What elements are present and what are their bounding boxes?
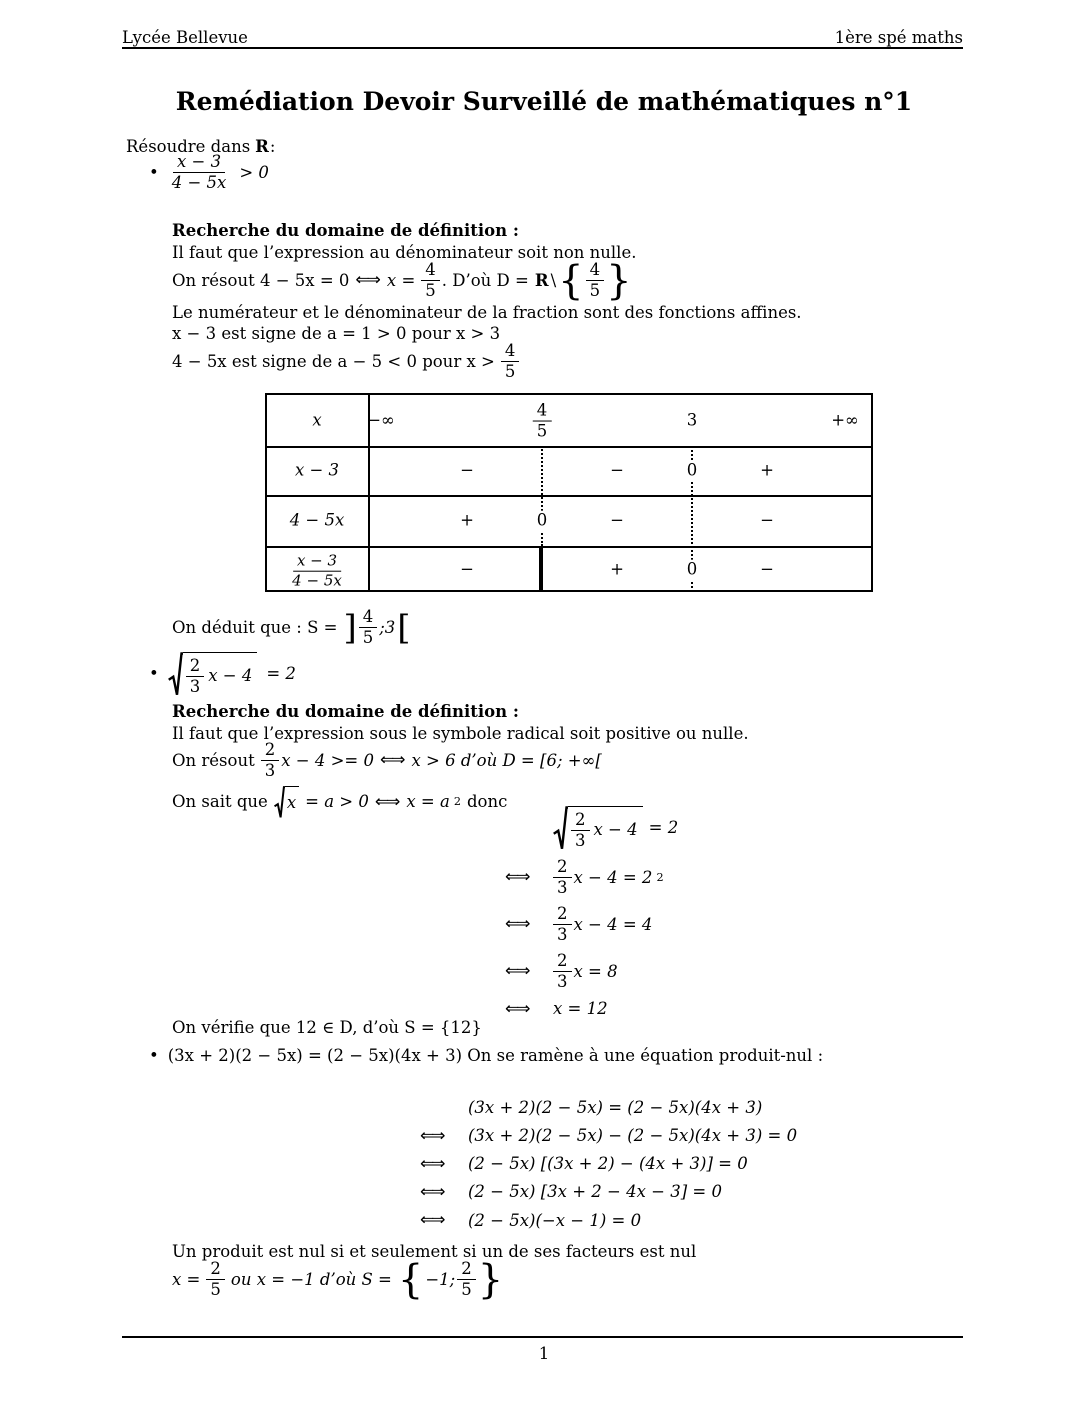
row-label-fraction bbox=[288, 551, 346, 590]
conclusion-1 bbox=[172, 608, 411, 648]
iff-arrow: ⇐⇒ bbox=[505, 961, 528, 982]
sign-line-1: x − 3 est signe de a = 1 > 0 pour x > 3 bbox=[172, 324, 501, 343]
denominator: 4 − 5x bbox=[171, 173, 227, 193]
fraction bbox=[206, 1260, 225, 1300]
exponent: 2 bbox=[453, 795, 461, 809]
numerator: 2 bbox=[261, 741, 280, 761]
domain-condition-2: Il faut que l’expression sous le symbole radical soit positive ou nulle. bbox=[172, 724, 749, 743]
minus-infinity: −∞ bbox=[367, 410, 395, 430]
denominator: 3 bbox=[557, 925, 568, 945]
zero: 0 bbox=[686, 559, 698, 579]
denominator: 5 bbox=[461, 1280, 472, 1300]
numerator: 2 bbox=[553, 905, 572, 925]
know-end: donc bbox=[466, 792, 508, 812]
fraction bbox=[168, 153, 231, 193]
verify-line: On vérifie que 12 ∈ D, d’où S = {12} bbox=[172, 1018, 482, 1037]
numerator: 2 bbox=[457, 1260, 476, 1280]
left-brace: { bbox=[558, 257, 584, 304]
numerator: 4 bbox=[421, 261, 440, 281]
fraction bbox=[533, 402, 552, 442]
solve-line-2 bbox=[172, 741, 602, 781]
sign: − bbox=[760, 559, 774, 579]
sign: − bbox=[760, 510, 774, 530]
radical-icon bbox=[168, 652, 183, 697]
chain-line bbox=[505, 952, 678, 992]
square-root bbox=[274, 786, 299, 819]
right-brace: } bbox=[606, 257, 632, 304]
numerator: 4 bbox=[359, 608, 378, 628]
denominator: 5 bbox=[362, 628, 374, 648]
solve-pre: On résout bbox=[172, 750, 255, 770]
double-bar-undefined bbox=[539, 546, 543, 592]
statement-text: (3x + 2)(2 − 5x) = (2 − 5x)(4x + 3) On se ramène à une équation produit-nul : bbox=[167, 1046, 824, 1065]
interval-end: ;3 bbox=[379, 617, 396, 637]
chain-line bbox=[505, 999, 678, 1020]
right-brace: } bbox=[477, 1256, 504, 1303]
exercise-1-statement bbox=[149, 153, 269, 193]
iff-arrow: ⇐⇒ bbox=[355, 270, 378, 291]
equation-text: x = 8 bbox=[573, 961, 618, 981]
reals-symbol: R bbox=[255, 137, 269, 156]
equation-text: x − 4 = 4 bbox=[573, 914, 653, 934]
equation-text: (2 − 5x) [3x + 2 − 4x − 3] = 0 bbox=[468, 1182, 722, 1202]
know-mid: = a > 0 bbox=[305, 792, 369, 812]
numerator: 2 bbox=[206, 1260, 225, 1280]
final-solution bbox=[172, 1256, 504, 1303]
denominator: 3 bbox=[264, 761, 276, 781]
solve-pre: On résout 4 − 5x = 0 bbox=[172, 270, 350, 290]
fraction bbox=[553, 858, 572, 898]
denominator: 5 bbox=[210, 1280, 221, 1300]
bullet-icon: • bbox=[149, 1046, 159, 1065]
domain-heading-1: Recherche du domaine de définition : bbox=[172, 221, 520, 240]
d-ou-text: . D’où D = bbox=[441, 270, 529, 290]
page-number: 1 bbox=[538, 1344, 550, 1363]
numerator: 4 bbox=[501, 342, 520, 362]
sign: − bbox=[610, 460, 624, 480]
conclusion-text: On déduit que : S = bbox=[172, 617, 338, 637]
equation-text: x = 12 bbox=[553, 999, 608, 1019]
domain-heading-2: Recherche du domaine de définition : bbox=[172, 702, 520, 721]
iff-arrow: ⇐⇒ bbox=[420, 1210, 443, 1231]
header-rule bbox=[122, 47, 963, 49]
plus-infinity: +∞ bbox=[831, 410, 859, 430]
close-bracket: [ bbox=[397, 607, 411, 648]
chain-line bbox=[505, 858, 678, 898]
numerator: 2 bbox=[571, 811, 590, 831]
iff-arrow: ⇐⇒ bbox=[505, 867, 528, 888]
relation: > 0 bbox=[239, 162, 269, 182]
after-sqrt: = 2 bbox=[648, 818, 679, 838]
numerator: x − 3 bbox=[173, 153, 225, 173]
exercise-3-statement bbox=[149, 1046, 823, 1067]
fraction bbox=[553, 952, 572, 992]
product-rule-line: Un produit est nul si et seulement si un de ses facteurs est nul bbox=[172, 1242, 697, 1261]
page-title: Remédiation Devoir Surveillé de mathématiques n°1 bbox=[175, 87, 913, 116]
square-root bbox=[168, 652, 258, 697]
header-right: 1ère spé maths bbox=[834, 28, 963, 47]
footer-rule bbox=[122, 1336, 963, 1338]
equation-chain-1 bbox=[505, 806, 678, 1027]
header-left: Lycée Bellevue bbox=[122, 28, 248, 47]
denominator: 5 bbox=[589, 281, 601, 301]
intro-text: Résoudre dans bbox=[126, 137, 251, 156]
inequality: x − 4 >= 0 bbox=[281, 750, 374, 770]
row-label: 4 − 5x bbox=[289, 510, 345, 530]
chain-line bbox=[505, 806, 678, 851]
denominator: 3 bbox=[557, 878, 568, 898]
equation-text: (2 − 5x) [(3x + 2) − (4x + 3)] = 0 bbox=[468, 1154, 748, 1174]
fraction bbox=[186, 657, 205, 697]
chain-line bbox=[420, 1182, 797, 1203]
chain-line bbox=[420, 1154, 797, 1175]
row-label: x − 3 bbox=[294, 460, 340, 480]
boundary-3: 3 bbox=[686, 410, 698, 430]
radicand-rest: x − 4 bbox=[208, 666, 253, 686]
domain-condition-1: Il faut que l’expression au dénominateur soit non nulle. bbox=[172, 243, 637, 262]
denominator: 5 bbox=[504, 362, 516, 382]
equation-chain-2 bbox=[420, 1098, 797, 1239]
denominator: 3 bbox=[557, 972, 568, 992]
chain-line bbox=[420, 1126, 797, 1147]
equation-text: (3x + 2)(2 − 5x) − (2 − 5x)(4x + 3) = 0 bbox=[468, 1125, 798, 1145]
open-bracket: ] bbox=[343, 607, 357, 648]
iff-arrow: ⇐⇒ bbox=[420, 1182, 443, 1203]
denominator: 3 bbox=[189, 677, 201, 696]
equals-value: = 2 bbox=[266, 664, 296, 684]
chain-line bbox=[420, 1098, 797, 1119]
zero: 0 bbox=[686, 460, 698, 480]
numerator: 4 bbox=[533, 402, 552, 422]
fraction bbox=[288, 553, 346, 590]
exponent: 2 bbox=[656, 870, 664, 884]
sign: − bbox=[460, 460, 474, 480]
radicand bbox=[183, 652, 258, 697]
radical-icon bbox=[553, 806, 568, 851]
chain-line bbox=[420, 1210, 797, 1231]
solution-mid: ou x = −1 d’où S = bbox=[230, 1269, 392, 1289]
sign: + bbox=[460, 510, 474, 530]
radicand: x bbox=[285, 786, 299, 819]
radical-icon bbox=[274, 786, 285, 819]
equation-text: (2 − 5x)(−x − 1) = 0 bbox=[468, 1210, 642, 1230]
fraction bbox=[553, 905, 572, 945]
fraction bbox=[571, 811, 590, 851]
denominator: 3 bbox=[575, 831, 586, 850]
x-equals: x = bbox=[386, 270, 416, 290]
equation-text: x − 4 = 2 bbox=[573, 867, 653, 887]
iff-arrow: ⇐⇒ bbox=[379, 750, 403, 771]
affine-line: Le numérateur et le dénominateur de la fraction sont des fonctions affines. bbox=[172, 303, 802, 322]
equation-text: (3x + 2)(2 − 5x) = (2 − 5x)(4x + 3) bbox=[468, 1098, 763, 1117]
table-row-separator bbox=[267, 495, 871, 497]
sign: + bbox=[760, 460, 774, 480]
numerator: 2 bbox=[186, 657, 205, 677]
fraction bbox=[457, 1260, 476, 1300]
solution-neg: −1; bbox=[425, 1269, 456, 1289]
know-line bbox=[172, 786, 507, 819]
sign-table bbox=[265, 393, 873, 592]
fraction bbox=[586, 261, 605, 301]
set-minus: \ bbox=[550, 270, 557, 290]
fraction bbox=[421, 261, 440, 301]
left-brace: { bbox=[397, 1256, 424, 1303]
iff-arrow: ⇐⇒ bbox=[505, 998, 528, 1019]
boundary-4-5 bbox=[533, 401, 552, 442]
know-post: x = a bbox=[406, 792, 450, 812]
iff-arrow: ⇐⇒ bbox=[505, 914, 528, 935]
know-pre: On sait que bbox=[172, 792, 268, 812]
solve-line-1 bbox=[172, 257, 632, 304]
sign: − bbox=[460, 559, 474, 579]
denominator: 4 − 5x bbox=[292, 571, 342, 590]
table-row-separator bbox=[267, 546, 871, 548]
chain-line bbox=[505, 905, 678, 945]
solve-result: x > 6 d’où D = [6; +∞[ bbox=[411, 750, 602, 770]
numerator: x − 3 bbox=[293, 553, 341, 572]
iff-arrow: ⇐⇒ bbox=[420, 1125, 443, 1146]
sign-line-2 bbox=[172, 342, 519, 382]
bullet-icon: • bbox=[149, 664, 159, 684]
zero: 0 bbox=[536, 510, 548, 530]
radicand-rest: x − 4 bbox=[593, 820, 638, 840]
sign: + bbox=[610, 559, 624, 579]
iff-arrow: ⇐⇒ bbox=[420, 1153, 443, 1174]
fraction bbox=[261, 741, 280, 781]
numerator: 2 bbox=[553, 858, 572, 878]
sign: − bbox=[610, 510, 624, 530]
radicand bbox=[568, 806, 643, 851]
denominator: 5 bbox=[536, 422, 548, 441]
numerator: 4 bbox=[586, 261, 605, 281]
exercise-2-statement bbox=[149, 652, 296, 697]
numerator: 2 bbox=[553, 952, 572, 972]
sign-line-2-text: 4 − 5x est signe de a − 5 < 0 pour x > bbox=[172, 351, 495, 371]
table-row-separator bbox=[267, 446, 871, 448]
fraction bbox=[501, 342, 520, 382]
reals-symbol: R bbox=[534, 270, 549, 290]
denominator: 5 bbox=[425, 281, 436, 301]
bullet-icon: • bbox=[149, 162, 159, 182]
intro-colon: : bbox=[269, 137, 276, 156]
square-root bbox=[553, 806, 643, 851]
fraction bbox=[359, 608, 378, 648]
iff-arrow: ⇐⇒ bbox=[374, 791, 398, 812]
x-equals: x = bbox=[172, 1269, 201, 1289]
table-var-x: x bbox=[312, 410, 322, 430]
